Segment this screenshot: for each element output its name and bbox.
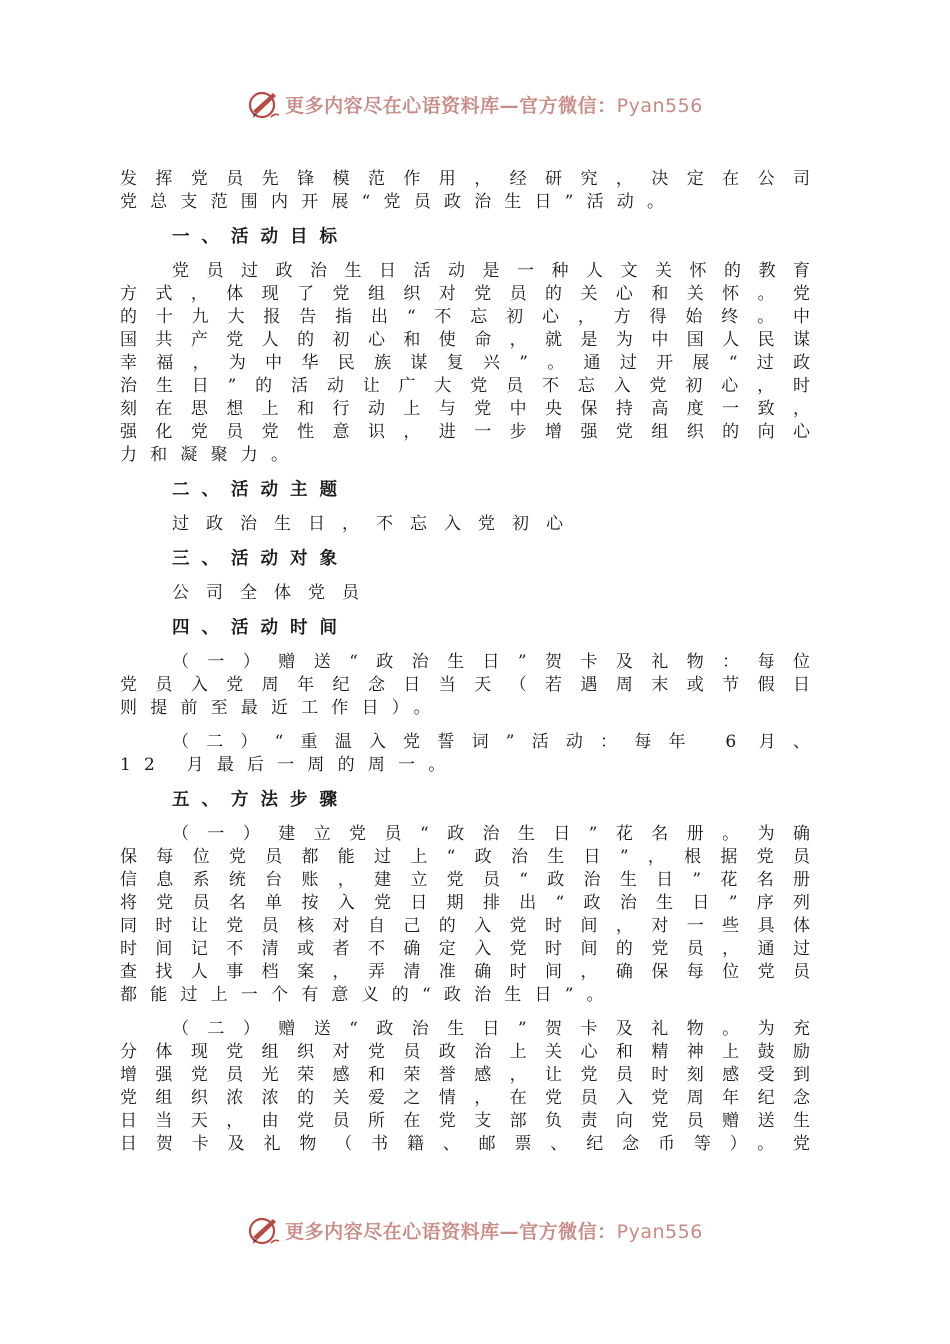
paragraph-line: 强化党员党性意识，进一步增强党组织的向心: [120, 422, 810, 442]
paragraph-line: 方式，体现了党组织对党员的关心和关怀。党: [120, 284, 810, 304]
pen-logo-icon: [247, 1213, 281, 1247]
section-heading: 四、活动时间: [172, 618, 349, 638]
paragraph-line: 时间记不清或者不确定入党时间的党员，通过: [120, 939, 810, 959]
banner-wechat-id: Pyan556: [616, 94, 703, 117]
banner-wechat-id: Pyan556: [616, 1220, 703, 1243]
banner-text: 更多内容尽在心语资料库—官方微信：Pyan556: [285, 1220, 703, 1243]
paragraph-line: 刻在思想上和行动上与党中央保持高度一致，: [120, 399, 810, 419]
paragraph-line: 日当天，由党员所在党支部负责向党员赠送生: [120, 1111, 810, 1131]
paragraph-line: 都能过上一个有意义的“政治生日”。: [120, 985, 617, 1005]
paragraph-line: 增强党员光荣感和荣誉感，让党员时刻感受到: [120, 1065, 810, 1085]
paragraph-line: 将党员名单按入党日期排出“政治生日”序列: [120, 893, 810, 913]
paragraph-line: 的十九大报告指出“不忘初心，方得始终。中: [120, 307, 810, 327]
footer-banner: [0, 1210, 950, 1250]
paragraph-line: 党组织浓浓的关爱之情，在党员入党周年纪念: [120, 1088, 810, 1108]
document-body: [120, 168, 810, 1156]
paragraph-line: 信息系统台账，建立党员“政治生日”花名册: [120, 870, 810, 890]
section-text: 公司全体党员: [172, 583, 376, 603]
paragraph-line: 分体现党组织对党员政治上关心和精神上鼓励: [120, 1042, 810, 1062]
section-heading: 三、活动对象: [172, 549, 349, 569]
section-heading: 五、方法步骤: [172, 790, 349, 810]
paragraph-line: 党员入党周年纪念日当天（若遇周末或节假日: [120, 675, 810, 695]
paragraph-line: 治生日”的活动让广大党员不忘入党初心，时: [120, 376, 810, 396]
paragraph-line: 查找人事档案，弄清准确时间，确保每位党员: [120, 962, 810, 982]
section-heading: 一、活动目标: [172, 227, 349, 247]
paragraph-line: 同时让党员核对自己的入党时间，对一些具体: [120, 916, 810, 936]
paragraph-line: （二）“重温入党誓词”活动：每年 6 月、: [172, 732, 810, 752]
intro-line: 党总支范围内开展“党员政治生日”活动。: [120, 192, 678, 212]
paragraph-line: （一）建立党员“政治生日”花名册。为确: [172, 824, 810, 844]
paragraph-line: 保每位党员都能过上“政治生日”，根据党员: [120, 847, 810, 867]
paragraph-line: （二）赠送“政治生日”贺卡及礼物。为充: [172, 1019, 810, 1039]
paragraph-line: 则提前至最近工作日）。: [120, 698, 444, 718]
paragraph-line: 日贺卡及礼物（书籍、邮票、纪念币等）。党: [120, 1134, 810, 1154]
paragraph-line: 力和凝聚力。: [120, 445, 302, 465]
section-heading: 二、活动主题: [172, 480, 349, 500]
paragraph-line: 12 月最后一周的周一。: [120, 755, 459, 775]
paragraph-line: （一）赠送“政治生日”贺卡及礼物：每位: [172, 652, 810, 672]
paragraph-line: 国共产党人的初心和使命，就是为中国人民谋: [120, 330, 810, 350]
section-text: 过政治生日，不忘入党初心: [172, 514, 580, 534]
banner-text: 更多内容尽在心语资料库—官方微信：Pyan556: [285, 94, 703, 117]
pen-logo-icon: [247, 87, 281, 121]
paragraph-line: 党员过政治生日活动是一种人文关怀的教育: [172, 261, 810, 281]
header-banner: [0, 84, 950, 124]
paragraph-line: 幸福，为中华民族谋复兴”。通过开展“过政: [120, 353, 810, 373]
intro-line: 发挥党员先锋模范作用，经研究，决定在公司: [120, 169, 810, 189]
